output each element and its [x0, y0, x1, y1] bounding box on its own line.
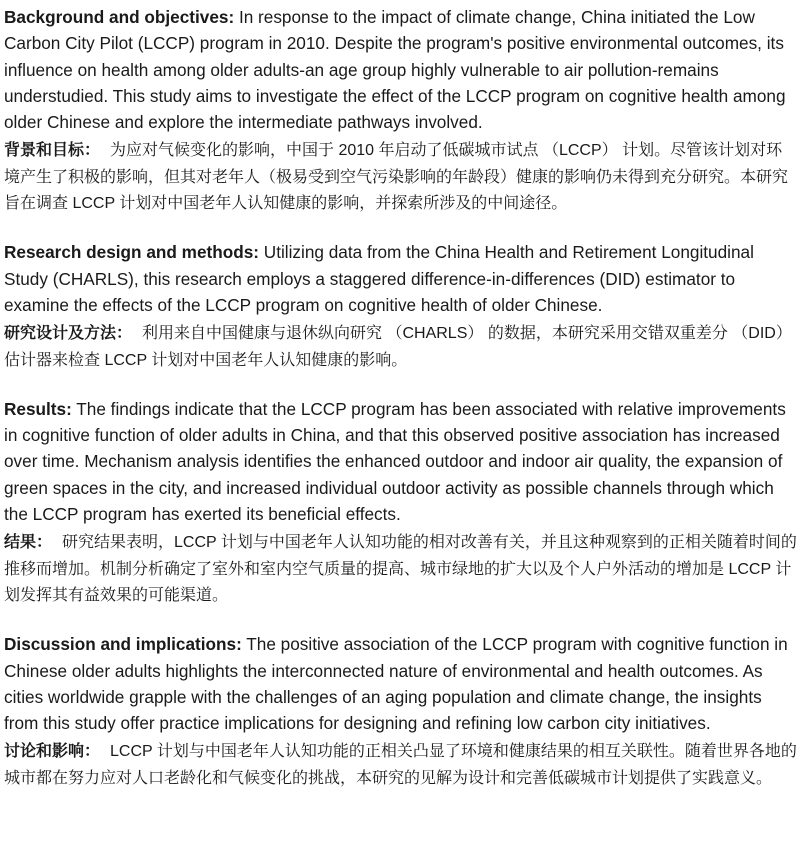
chinese-paragraph [4, 739, 797, 792]
section-research-design-methods [4, 239, 797, 373]
section-body-en: The findings indicate that the LCCP program has been associated with relative improvements in cognitive function of older adults in China, and that this observed positive association has increased over time. Mechanism analysis identifies the enhanced outdoor and indoor air quality, the expansion of green spaces in the city, and increased individual outdoor activity as possible channels through which the LCCP program has exerted its beneficial effects. [4, 398, 786, 525]
section-body-zh: LCCP 计划与中国老年人认知功能的正相关凸显了环境和健康结果的相互关联性。随着世界各地的城市都在努力应对人口老龄化和气候变化的挑战，本研究的见解为设计和完善低碳城市计划提供了实践意义。 [4, 743, 797, 787]
section-body-zh: 为应对气候变化的影响，中国于 2010 年启动了低碳城市试点 （LCCP） 计划。尽管该计划对环境产生了积极的影响，但其对老年人（极易受到空气污染影响的年龄段）健康的影响仍未得到充分研究。本研究旨在调查 LCCP 计划对中国老年人认知健康的影响，并探索所涉及的中间途径。 [4, 142, 789, 213]
chinese-paragraph [4, 530, 797, 609]
section-heading-zh: 讨论和影响： [4, 743, 101, 761]
chinese-paragraph [4, 321, 797, 374]
english-paragraph [4, 239, 797, 318]
section-body-en: Utilizing data from the China Health and Retirement Longitudinal Study (CHARLS), this research employs a staggered difference-in-differences (DID) estimator to examine the effects of the LCCP program on cognitive health of older Chinese. [4, 242, 754, 315]
section-background-objectives [4, 4, 797, 217]
section-heading-en: Discussion and implications: [4, 634, 242, 655]
chinese-paragraph [4, 138, 797, 217]
section-body-en: In response to the impact of climate change, China initiated the Low Carbon City Pilot (LCCP) program in 2010. Despite the program's positive environmental outcomes, its influence on health among older adults-an age group highly vulnerable to air pollution-remains understudied. This study aims to investigate the effect of the LCCP program on cognitive health among older Chinese and explore the intermediate pathways involved. [4, 7, 786, 133]
section-heading-en: Research design and methods: [4, 242, 260, 263]
section-heading-en: Background and objectives: [4, 7, 235, 27]
english-paragraph [4, 4, 797, 135]
section-body-en: The positive association of the LCCP program with cognitive function in Chinese older adults highlights the interconnected nature of environmental and health outcomes. As cities worldwide grapple with the challenges of an aging population and climate change, the insights from this study offer practice implications for designing and refining low carbon city initiatives. [4, 634, 788, 734]
section-discussion-implications [4, 631, 797, 792]
section-results [4, 396, 797, 609]
section-body-zh: 研究结果表明，LCCP 计划与中国老年人认知功能的相对改善有关，并且这种观察到的正相关随着时间的推移而增加。机制分析确定了室外和室内空气质量的提高、城市绿地的扩大以及个人户外活动的增加是 LCCP 计划发挥其有益效果的可能渠道。 [4, 534, 797, 604]
section-body-zh: 利用来自中国健康与退休纵向研究 （CHARLS） 的数据，本研究采用交错双重差分 （DID） 估计器来检查 LCCP 计划对中国老年人认知健康的影响。 [4, 325, 792, 369]
section-heading-zh: 结果： [4, 534, 53, 552]
section-heading-zh: 背景和目标： [4, 142, 101, 160]
english-paragraph [4, 631, 797, 736]
section-heading-en: Results: [4, 398, 72, 419]
english-paragraph [4, 396, 797, 527]
section-heading-zh: 研究设计及方法： [4, 325, 133, 343]
